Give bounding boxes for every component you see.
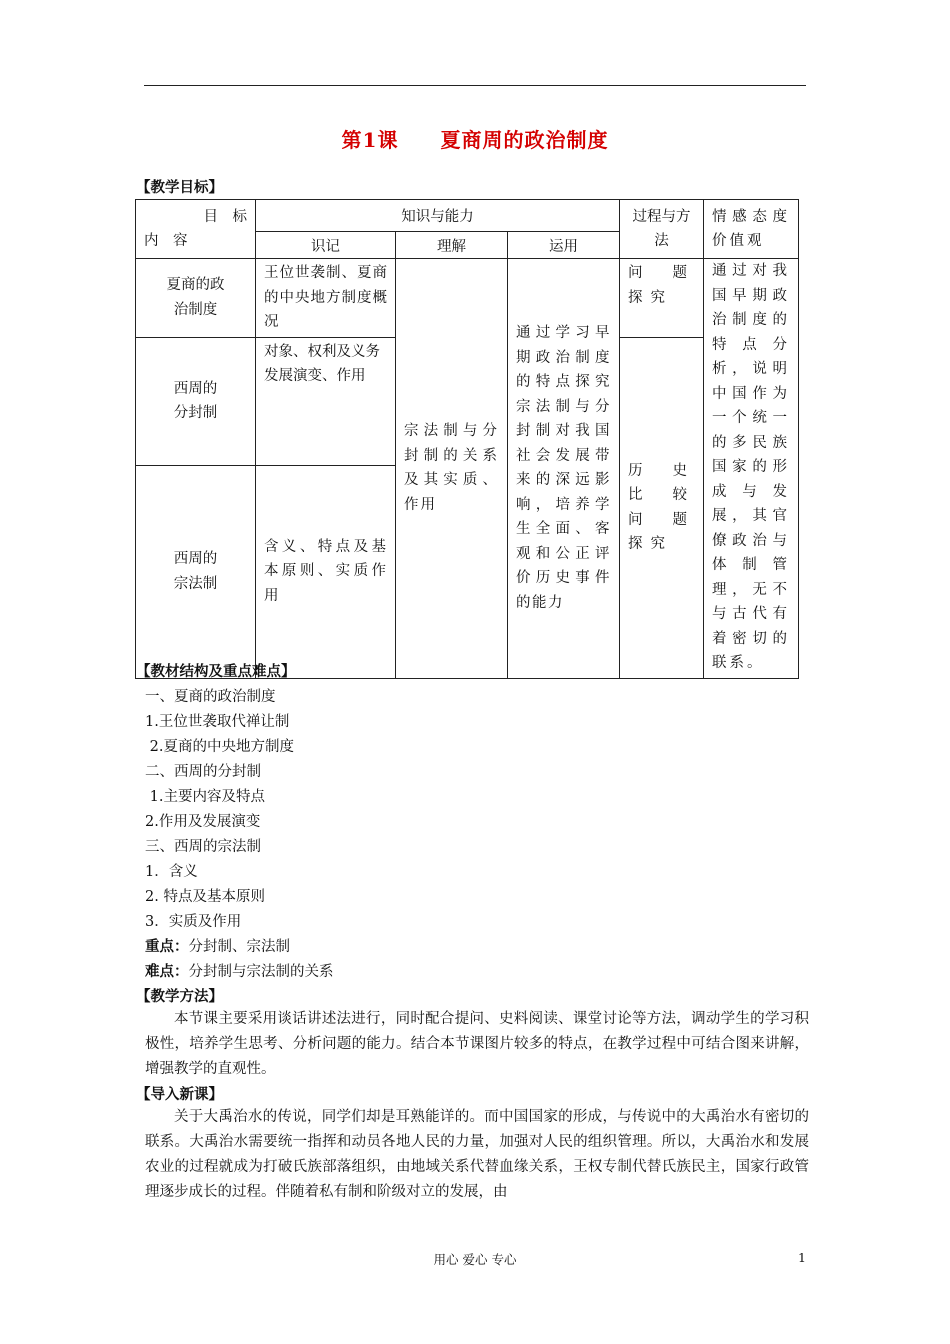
structure-item: 3．实质及作用 — [145, 914, 242, 930]
row-recall-3 — [256, 465, 396, 678]
corner-cell — [136, 200, 256, 259]
intro-paragraph: 关于大禹治水的传说，同学们却是耳熟能详的。而中国国家的形成，与传说中的大禹治水有密切的联系。大禹治水需要统一指挥和动员各地人民的力量，加强对人民的组织管理。所以，大禹治水和发展农业的过程就成为打破氏族部落组织，由地域关系代替血缘关系，王权专制代替氏族民主，国家行政管理逐步成长的过程。伴随着私有制和阶级对立的发展，由 — [145, 1109, 809, 1200]
structure-item: 2.作用及发展演变 — [145, 814, 261, 830]
row-content-1 — [136, 259, 256, 338]
process-text-1: 问题探究 — [628, 265, 695, 306]
structure-item: 三、西周的宗法制 — [145, 839, 261, 855]
row-content-1-text: 夏商的政治制度 — [166, 277, 225, 318]
process-cell-2 — [620, 337, 704, 678]
structure-item: 1．含义 — [145, 864, 198, 880]
understand-cell — [396, 259, 508, 679]
understand-text: 宗法制与分封制的关系及其实质、作用 — [404, 423, 499, 513]
structure-heading: 【教材结构及重点难点】 — [136, 663, 296, 680]
corner-bottom: 内 容 — [144, 233, 188, 249]
structure-item: 二、西周的分封制 — [145, 764, 261, 780]
structure-item: 2. 特点及基本原则 — [145, 889, 265, 905]
sub-header-understand: 理解 — [396, 232, 508, 259]
apply-text: 通过学习早期政治制度的特点探究宗法制与分封制对我国社会发展带来的深远影响，培养学生全面、客观和公正评价历史事件的能力 — [516, 325, 611, 611]
header-rule — [144, 85, 806, 86]
goals-heading: 【教学目标】 — [136, 179, 223, 196]
row-recall-2 — [256, 337, 396, 465]
key-point — [145, 935, 290, 956]
apply-cell — [508, 259, 620, 679]
structure-item: 一、夏商的政治制度 — [145, 689, 276, 705]
key-point-label: 重点： — [145, 938, 189, 955]
row-content-3 — [136, 465, 256, 678]
knowledge-header: 知识与能力 — [256, 200, 620, 232]
row-content-2 — [136, 337, 256, 465]
page-number: 1 — [798, 1250, 806, 1265]
structure-item: 1.主要内容及特点 — [145, 789, 265, 805]
corner-top: 目 标 — [203, 209, 247, 225]
process-cell-1 — [620, 259, 704, 338]
process-text-2: 历史比较问题探究 — [628, 462, 695, 552]
difficult-point — [145, 960, 334, 981]
attitude-cell — [704, 259, 799, 679]
sub-header-apply: 运用 — [508, 232, 620, 259]
lesson-name: 夏商周的政治制度 — [440, 128, 609, 152]
sub-header-recall: 识记 — [256, 232, 396, 259]
row-content-2-text: 西周的分封制 — [173, 380, 218, 421]
row-recall-1-text: 王位世袭制、夏商的中央地方制度概况 — [264, 265, 387, 330]
process-header-cell — [620, 200, 704, 259]
goals-table — [135, 199, 799, 679]
lesson-number: 第1课 — [341, 128, 399, 152]
row-content-3-text: 西周的宗法制 — [173, 551, 218, 592]
lesson-title — [0, 124, 950, 153]
attitude-header: 情感态度价值观 — [712, 208, 790, 249]
difficult-point-text: 分封制与宗法制的关系 — [188, 964, 334, 980]
process-header: 过程与方法 — [632, 208, 691, 249]
method-paragraph: 本节课主要采用谈话讲述法进行，同时配合提问、史料阅读、课堂讨论等方法，调动学生的学习积极性，培养学生思考、分析问题的能力。结合本节课图片较多的特点，在教学过程中可结合图来讲解，增强教学的直观性。 — [145, 1011, 809, 1077]
row-recall-2-text: 对象、权利及义务 发展演变、作用 — [264, 343, 380, 384]
footer-motto: 用心 爱心 专心 — [433, 1252, 517, 1267]
attitude-header-cell — [704, 200, 799, 259]
attitude-text: 通过对我国早期政治制度的特点分析，说明中国作为一个统一的多民族国家的形成与发展，其官僚政治与体制管理，无不与古代有着密切的联系。 — [712, 263, 790, 671]
structure-item: 1.王位世袭取代禅让制 — [145, 714, 290, 730]
structure-item: 2.夏商的中央地方制度 — [145, 739, 294, 755]
row-recall-1 — [256, 259, 396, 338]
difficult-point-label: 难点： — [145, 963, 189, 980]
intro-heading: 【导入新课】 — [136, 1086, 223, 1103]
key-point-text: 分封制、宗法制 — [188, 939, 290, 955]
row-recall-3-text: 含义、特点及基本原则、实质作用 — [264, 538, 387, 604]
method-heading: 【教学方法】 — [136, 988, 223, 1005]
